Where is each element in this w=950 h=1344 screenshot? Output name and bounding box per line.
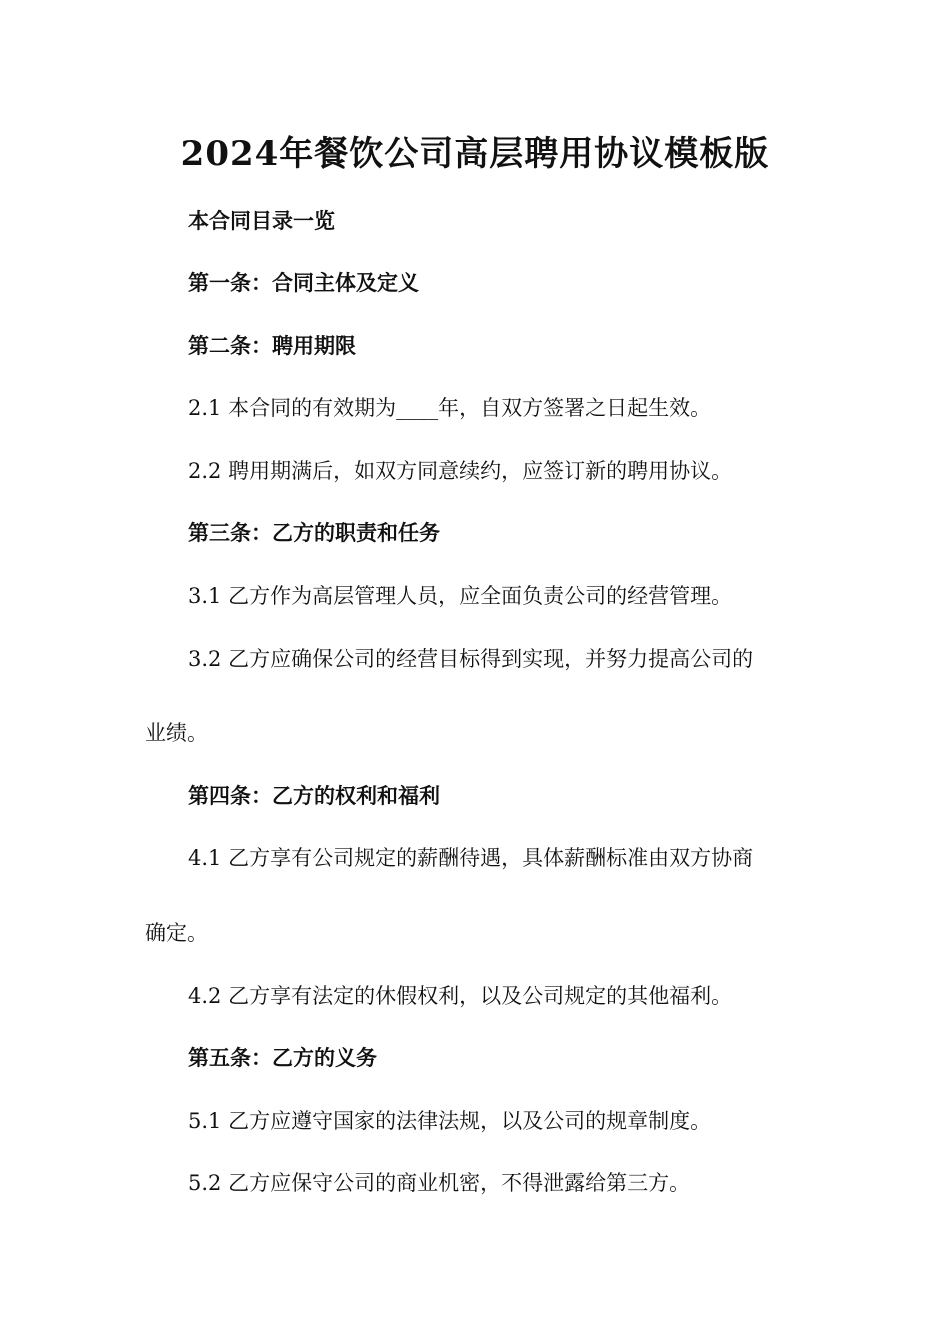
article-2-heading: 第二条：聘用期限 [188,333,356,358]
article-5-heading: 第五条：乙方的义务 [188,1045,377,1070]
document-title: 2024年餐饮公司高层聘用协议模板版 [180,134,770,174]
article-4-heading: 第四条：乙方的权利和福利 [188,783,440,808]
clause-5-2: 5.2 乙方应保守公司的商业机密，不得泄露给第三方。 [188,1171,691,1195]
clause-3-2-continuation: 业绩。 [145,721,208,745]
clause-2-2: 2.2 聘用期满后，如双方同意续约，应签订新的聘用协议。 [188,459,733,483]
toc-heading: 本合同目录一览 [188,208,335,233]
clause-3-1: 3.1 乙方作为高层管理人员，应全面负责公司的经营管理。 [188,584,733,608]
clause-4-1-continuation: 确定。 [145,921,208,945]
article-3-heading: 第三条：乙方的职责和任务 [188,520,440,545]
clause-4-1: 4.1 乙方享有公司规定的薪酬待遇，具体薪酬标准由双方协商 [188,846,754,870]
clause-3-2: 3.2 乙方应确保公司的经营目标得到实现，并努力提高公司的 [188,647,754,671]
article-1-heading: 第一条：合同主体及定义 [188,270,419,295]
clause-5-1: 5.1 乙方应遵守国家的法律法规，以及公司的规章制度。 [188,1109,712,1133]
clause-2-1: 2.1 本合同的有效期为____年，自双方签署之日起生效。 [188,396,712,420]
clause-4-2: 4.2 乙方享有法定的休假权利，以及公司规定的其他福利。 [188,984,733,1008]
